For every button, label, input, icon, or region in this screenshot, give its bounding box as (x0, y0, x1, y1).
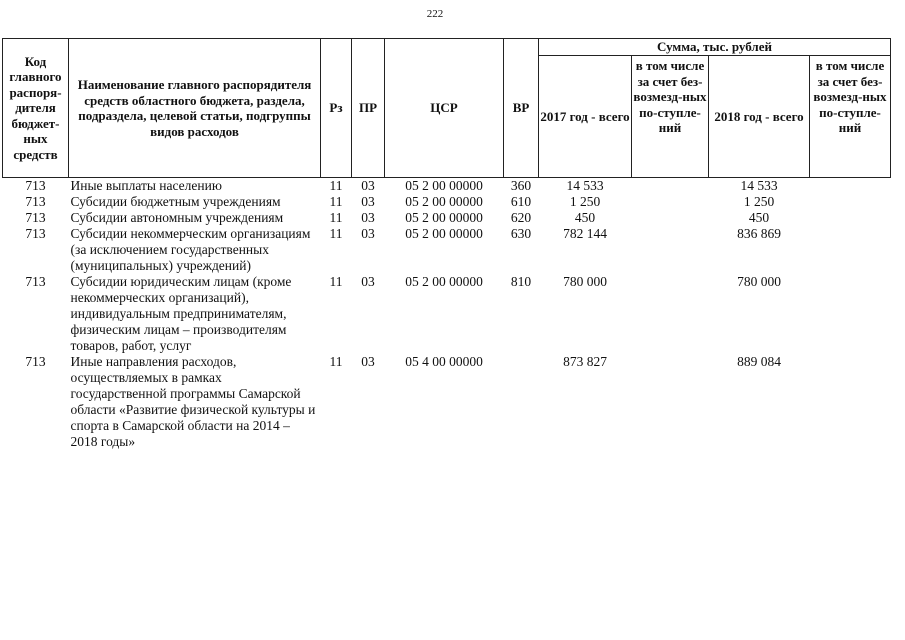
cell-pr: 03 (361, 226, 375, 241)
cell-rz: 11 (329, 194, 343, 209)
cell-2017-total: 782 144 (563, 226, 607, 241)
table-row (3, 178, 891, 195)
table-body (3, 178, 891, 451)
table-row (3, 194, 891, 210)
cell-vr: 620 (510, 210, 532, 225)
cell-pr: 03 (361, 194, 375, 209)
header-code: Код главного распоря-дителя бюджет-ных средств (3, 39, 69, 178)
cell-name: Иные направления расходов, осуществляемых в рамках государственной программы Самарской области «Развитие физической культуры и спорта в Самарской области на 2014 – 2018 годы» (70, 354, 316, 449)
cell-code: 713 (25, 178, 46, 193)
header-sum-group: Сумма, тыс. рублей (539, 39, 891, 56)
header-2017-free: в том числе за счет без-возмезд-ных по-ступле-ний (632, 56, 709, 178)
cell-name: Субсидии автономным учреждениям (70, 210, 284, 225)
cell-rz: 11 (329, 274, 343, 289)
cell-pr: 03 (361, 354, 375, 369)
cell-2017-free (632, 354, 709, 450)
cell-2017-free (632, 274, 709, 354)
header-2018-total: 2018 год - всего (709, 56, 810, 178)
cell-name: Субсидии юридическим лицам (кроме некоммерческих организаций), индивидуальным предпринимателям, физическим лицам – производителям товаров, работ, услуг (70, 274, 292, 353)
header-pr: ПР (352, 39, 385, 178)
cell-2017-free (632, 210, 709, 226)
cell-2017-total: 450 (574, 210, 596, 225)
cell-code: 713 (25, 194, 46, 209)
budget-table (2, 38, 891, 450)
cell-2018-total: 836 869 (737, 226, 781, 241)
cell-vr: 810 (510, 274, 532, 289)
cell-2017-total: 14 533 (566, 178, 604, 193)
cell-pr: 03 (361, 178, 375, 193)
page-number: 222 (426, 8, 444, 20)
table-header (3, 39, 891, 178)
cell-pr: 03 (361, 210, 375, 225)
cell-csr: 05 2 00 00000 (405, 178, 483, 193)
cell-csr: 05 2 00 00000 (405, 210, 483, 225)
cell-2018-free (810, 354, 891, 450)
cell-csr: 05 4 00 00000 (405, 354, 483, 369)
cell-code: 713 (25, 226, 46, 241)
header-rz: Рз (321, 39, 352, 178)
cell-2017-free (632, 178, 709, 195)
cell-2017-total: 780 000 (563, 274, 607, 289)
cell-code: 713 (25, 210, 46, 225)
cell-2017-free (632, 194, 709, 210)
cell-pr: 03 (361, 274, 375, 289)
cell-name: Субсидии некоммерческим организациям (за исключением государственных (муниципальных) учреждений) (70, 226, 311, 273)
table-row (3, 274, 891, 354)
cell-rz: 11 (329, 210, 343, 225)
cell-rz: 11 (329, 354, 343, 369)
cell-vr: 360 (510, 178, 532, 193)
cell-2018-total: 889 084 (737, 354, 781, 369)
cell-2017-free (632, 226, 709, 274)
cell-vr: 610 (510, 194, 532, 209)
cell-csr: 05 2 00 00000 (405, 274, 483, 289)
cell-2018-free (810, 274, 891, 354)
cell-code: 713 (25, 354, 46, 369)
cell-2017-total: 873 827 (563, 354, 607, 369)
header-csr: ЦСР (385, 39, 504, 178)
table-row (3, 210, 891, 226)
table-row (3, 226, 891, 274)
cell-2018-free (810, 178, 891, 195)
cell-2018-free (810, 226, 891, 274)
cell-rz: 11 (329, 226, 343, 241)
cell-code: 713 (25, 274, 46, 289)
cell-2018-total: 450 (748, 210, 770, 225)
header-vr: ВР (504, 39, 539, 178)
header-name: Наименование главного распорядителя средств областного бюджета, раздела, подраздела, целевой статьи, подгруппы видов расходов (69, 39, 321, 178)
cell-vr (504, 354, 539, 450)
cell-vr: 630 (510, 226, 532, 241)
cell-csr: 05 2 00 00000 (405, 226, 483, 241)
cell-name: Иные выплаты населению (70, 178, 222, 193)
cell-2018-total: 1 250 (743, 194, 775, 209)
cell-csr: 05 2 00 00000 (405, 194, 483, 209)
header-2017-total: 2017 год - всего (539, 56, 632, 178)
cell-name: Субсидии бюджетным учреждениям (70, 194, 281, 209)
header-2018-free: в том числе за счет без-возмезд-ных по-ступле-ний (810, 56, 891, 178)
cell-2018-total: 14 533 (740, 178, 778, 193)
cell-2018-free (810, 194, 891, 210)
cell-2017-total: 1 250 (569, 194, 601, 209)
cell-2018-free (810, 210, 891, 226)
cell-rz: 11 (329, 178, 343, 193)
cell-2018-total: 780 000 (737, 274, 781, 289)
table-row (3, 354, 891, 450)
